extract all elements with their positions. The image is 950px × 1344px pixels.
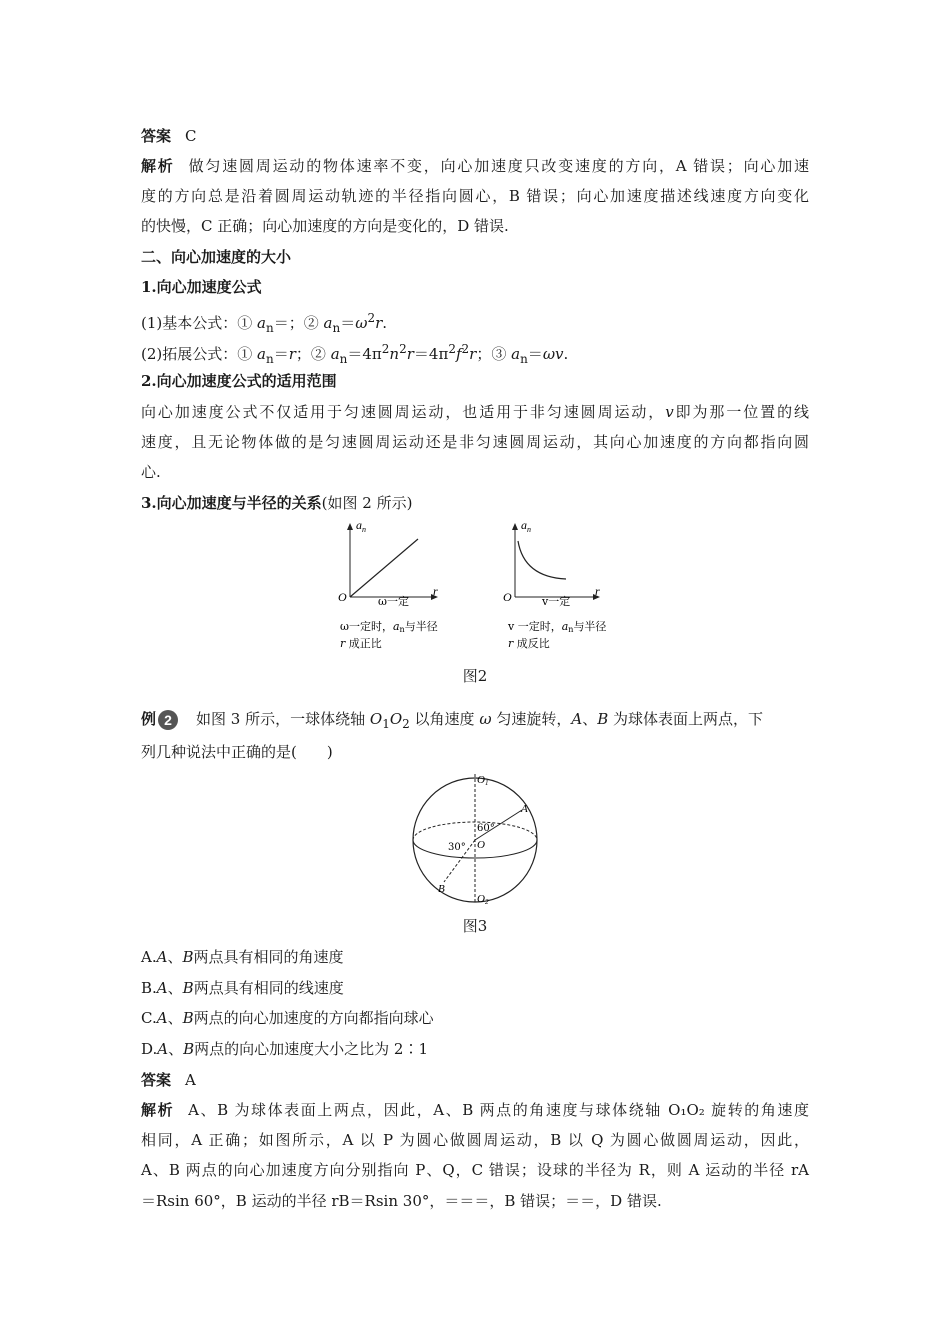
option-sep: 、	[167, 948, 183, 966]
subheading-scope: 2.向心加速度公式的适用范围	[141, 372, 337, 390]
subheading-relation: 3.向心加速度与半径的关系(如图 2 所示)	[141, 494, 413, 512]
y-axis-arrow	[347, 523, 353, 530]
option-a: A	[156, 979, 168, 997]
analysis-label: 解析	[141, 157, 175, 175]
figure-3	[410, 768, 540, 908]
scope-line-3: 心.	[141, 463, 161, 481]
option-text: 两点的向心加速度大小之比为 2∶1	[194, 1040, 429, 1058]
svg-text:v一定: v一定	[542, 595, 571, 608]
option-key: C.	[141, 1009, 157, 1027]
analysis-1-line-3: 的快慢，C 正确；向心加速度的方向是变化的，D 错误.	[141, 217, 509, 235]
svg-text:r 成正比: r 成正比	[340, 637, 382, 650]
analysis-label: 解析	[141, 1101, 175, 1119]
svg-text:O: O	[503, 590, 512, 604]
answer-2	[141, 1069, 196, 1091]
svg-text:v 一定时，an与半径: v 一定时，an与半径	[508, 620, 607, 634]
option-b[interactable]	[141, 977, 344, 999]
option-sep: 、	[167, 979, 183, 997]
option-text: 两点具有相同的线速度	[193, 979, 344, 997]
y-axis-arrow-right	[512, 523, 518, 530]
analysis-2-line-3: A、B 两点的向心加速度方向分别指向 P、Q，C 错误；设球的半径为 R，则 A 运动的半径 rA	[141, 1161, 809, 1179]
example-question-line-1: 例 2 如图 3 所示，一球体绕轴 $O_1O_2$ 以角速度 ω 匀速旋转，A、B 为球体表面上两点，下	[141, 710, 764, 731]
analysis-2-line-1: 解析 A、B 为球体表面上两点，因此，A、B 两点的角速度与球体绕轴 O₁O₂ 旋转的角速度	[141, 1101, 809, 1119]
option-b: B	[182, 979, 194, 997]
svg-text:an: $a_n$	[356, 518, 366, 534]
option-a: A	[156, 1009, 168, 1027]
option-key: D.	[141, 1040, 158, 1058]
svg-text:60°: 60°	[477, 823, 495, 834]
answer-1	[141, 125, 197, 147]
option-key: A.	[141, 948, 157, 966]
answer-value: A	[185, 1071, 196, 1089]
svg-text:O2: O2	[477, 893, 489, 906]
extended-formula: (2)拓展公式：① $a_n=r$；② $a_n=4\pi^2n^2r=4\pi^2f^2r$；③ $a_n=\omega v$.	[141, 342, 569, 366]
svg-text:30°: 30°	[448, 842, 466, 853]
example-label: 例	[141, 710, 157, 728]
svg-text:r 成反比: r 成反比	[508, 637, 550, 650]
scope-line-2: 速度，且无论物体做的是匀速圆周运动还是非匀速圆周运动，其向心加速度的方向都指向圆	[141, 433, 809, 451]
option-text: 两点具有相同的角速度	[193, 948, 344, 966]
option-d[interactable]	[141, 1038, 428, 1060]
option-a[interactable]	[141, 946, 344, 968]
svg-text:ω一定时，an与半径: ω一定时，an与半径	[340, 620, 438, 634]
option-a: A	[156, 948, 168, 966]
svg-text:A: A	[521, 803, 528, 815]
answer-label: 答案	[141, 127, 172, 145]
basic-formula: (1)基本公式：① $a_n=$；② $a_n=\omega^2r$.	[141, 311, 388, 335]
analysis-2-line-4: ＝Rsin 60°，B 运动的半径 rB＝Rsin 30°，＝＝＝，B 错误；＝＝，D 错误.	[141, 1192, 662, 1210]
inverse-curve	[518, 541, 566, 579]
svg-text:an: $a_n$	[521, 518, 531, 534]
figure-2	[330, 515, 630, 655]
example-number-badge: 2	[158, 710, 178, 730]
option-text: 两点的向心加速度的方向都指向球心	[193, 1009, 434, 1027]
svg-text:B: B	[438, 883, 445, 895]
answer-label: 答案	[141, 1071, 172, 1089]
option-sep: 、	[168, 1040, 184, 1058]
option-b: B	[182, 1009, 194, 1027]
svg-text:r: r	[433, 584, 438, 598]
option-b: B	[182, 948, 194, 966]
option-c[interactable]	[141, 1007, 434, 1029]
option-b: B	[183, 1040, 195, 1058]
answer-value: C	[185, 127, 197, 145]
scope-line-1: 向心加速度公式不仅适用于匀速圆周运动，也适用于非匀速圆周运动，v即为那一位置的线	[141, 403, 809, 421]
analysis-text: 做匀速圆周运动的物体速率不变，向心加速度只改变速度的方向，A 错误；向心加速	[188, 157, 809, 175]
proportional-line	[350, 539, 418, 597]
analysis-1-line-2: 度的方向总是沿着圆周运动轨迹的半径指向圆心，B 错误；向心加速度描述线速度方向变化	[141, 187, 809, 205]
example-question-line-2: 列几种说法中正确的是( )	[141, 743, 333, 761]
figure-3-caption: 图3	[462, 917, 488, 935]
svg-text:O: O	[338, 590, 347, 604]
analysis-1-line-1	[141, 155, 809, 177]
option-key: B.	[141, 979, 157, 997]
subheading-formula: 1.向心加速度公式	[141, 278, 262, 296]
option-a: A	[157, 1040, 169, 1058]
svg-text:O: O	[477, 839, 485, 851]
svg-text:O1: O1	[477, 774, 489, 787]
section-heading: 二、向心加速度的大小	[141, 248, 292, 266]
svg-text:r: r	[595, 584, 600, 598]
svg-text:ω一定: ω一定	[378, 595, 409, 608]
analysis-2-line-2: 相同，A 正确；如图所示，A 以 P 为圆心做圆周运动，B 以 Q 为圆心做圆周运动，因此，	[141, 1131, 809, 1149]
option-sep: 、	[167, 1009, 183, 1027]
figure-2-caption: 图2	[462, 667, 488, 685]
